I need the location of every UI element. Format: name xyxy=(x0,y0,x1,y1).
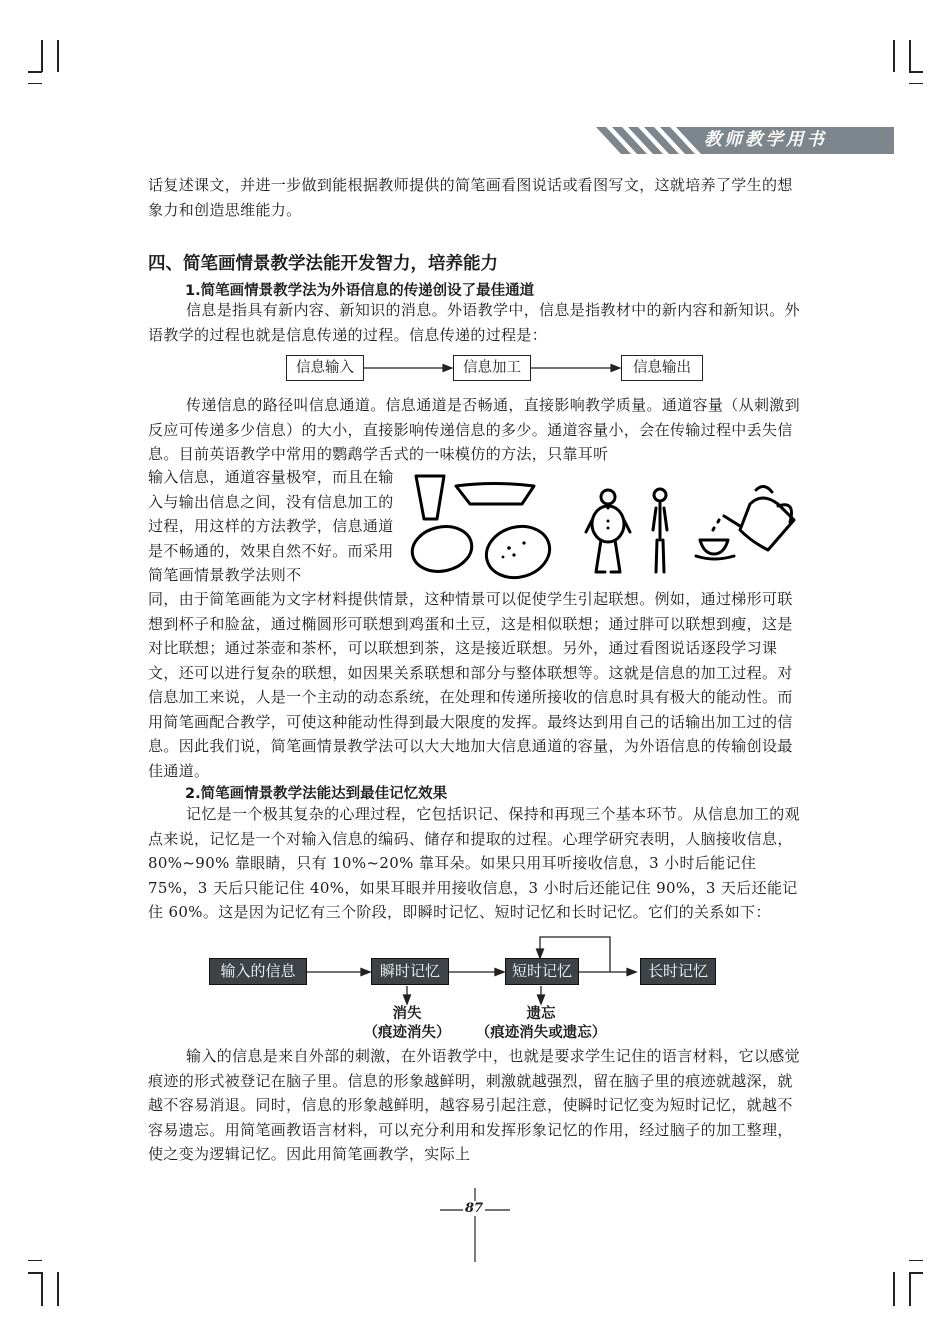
header-banner-title: 教师教学用书 xyxy=(704,130,827,150)
sub1-paragraph-1: 信息是指具有新内容、新知识的消息。外语教学中，信息是指教材中的新内容和新知识。外语教学的过程也就是信息传递的过程。信息传递的过程是： xyxy=(148,301,801,344)
sub1-paragraph-2-continued: 同，由于简笔画能为文字材料提供情景，这种情景可以促使学生引起联想。例如，通过梯形可联想到杯子和脸盆，通过椭圆形可联想到鸡蛋和土豆，这是相似联想；通过胖可以联想到瘦，这是对比联想；通过茶壶和茶杯，可以联想到茶，这是接近联想。另外，通过看图说话逐段学习课文，还可以进行复杂的联想，如因果关系联想和部分与整体联想等。这就是信息的加工过程。对信息加工来说，人是一个主动的动态系统，在处理和传递所接收的信息时具有极大的能动性。而用简笔画配合教学，可使这种能动性得到最大限度的发挥。最终达到用自己的话输出加工过的信息。因此我们说，简笔画情景教学法可以大大地加大信息通道的容量，为外语信息的传输创设最佳通道。 xyxy=(148,590,793,780)
section-heading: 四、简笔画情景教学法能开发智力，培养能力 xyxy=(148,254,498,274)
memory-forget-note: （痕迹消失或遗忘） xyxy=(475,1025,607,1041)
memory-input-box: 输入的信息 xyxy=(209,958,307,985)
memory-lost-label: 消失 xyxy=(392,1006,422,1022)
sub2-paragraph-1: 记忆是一个极其复杂的心理过程，它包括识记、保持和再现三个基本环节。从信息加工的观点来说，记忆是一个对输入信息的编码、储存和提取的过程。心理学研究表明，人脑接收信息，80%~90% 靠眼睛，只有 10%~20% 靠耳朵。如果只用耳听接收信息，3 小时后能记住 75%，3 天后只能记住 40%，如果耳眼并用接收信息，3 小时后还能记住 90%，3 天后还能记住 60%。这是因为记忆有三个阶段，即瞬时记忆、短时记忆和长时记忆。它们的关系如下： xyxy=(148,805,801,921)
memory-long-box: 长时记忆 xyxy=(640,958,716,985)
subsection-heading-1: 1.简笔画情景教学法为外语信息的传递创设了最佳通道 xyxy=(185,283,535,299)
memory-instant-box: 瞬时记忆 xyxy=(371,958,449,985)
sub2-paragraph-2: 输入的信息是来自外部的刺激，在外语教学中，也就是要求学生记住的语言材料，它以感觉痕迹的形式被登记在脑子里。信息的形象越鲜明，刺激就越强烈，留在脑子里的痕迹就越深，就越不容易消退。同时，信息的形象越鲜明，越容易引起注意，使瞬时记忆变为短时记忆，就越不容易遗忘。用简笔画教语言材料，可以充分利用和发挥形象记忆的作用，经过脑子的加工整理，使之变为逻辑记忆。因此用简笔画教学，实际上 xyxy=(148,1047,801,1163)
memory-lost-note: （痕迹消失） xyxy=(363,1025,451,1041)
flow-input-box: 信息输入 xyxy=(286,355,364,381)
sub1-paragraph-2: 传递信息的路径叫信息通道。信息通道是否畅通，直接影响教学质量。通道容量（从刺激到反应可传递多少信息）的大小，直接影响传递信息的多少。通道容量小，会在传输过程中丢失信息。目前英语教学中常用的鹦鹉学舌式的一味模仿的方法，只靠耳听 xyxy=(148,396,801,463)
flow-output-box: 信息输出 xyxy=(621,355,703,381)
memory-forget-label: 遗忘 xyxy=(526,1006,556,1022)
intro-paragraph: 话复述课文，并进一步做到能根据教师提供的简笔画看图说话或看图写文，这就培养了学生的想象力和创造思维能力。 xyxy=(148,176,793,219)
flow-process-box: 信息加工 xyxy=(453,355,531,381)
memory-short-box: 短时记忆 xyxy=(505,958,579,985)
sub1-paragraph-2-wrap: 输入信息，通道容量极窄，而且在输入与输出信息之间，没有信息加工的过程，用这样的方法教学，信息通道是不畅通的，效果自然不好。而采用简笔画情景教学法则不 xyxy=(148,468,394,584)
page-number: 87 xyxy=(465,1201,484,1216)
subsection-heading-2: 2.简笔画情景教学法能达到最佳记忆效果 xyxy=(185,786,448,802)
